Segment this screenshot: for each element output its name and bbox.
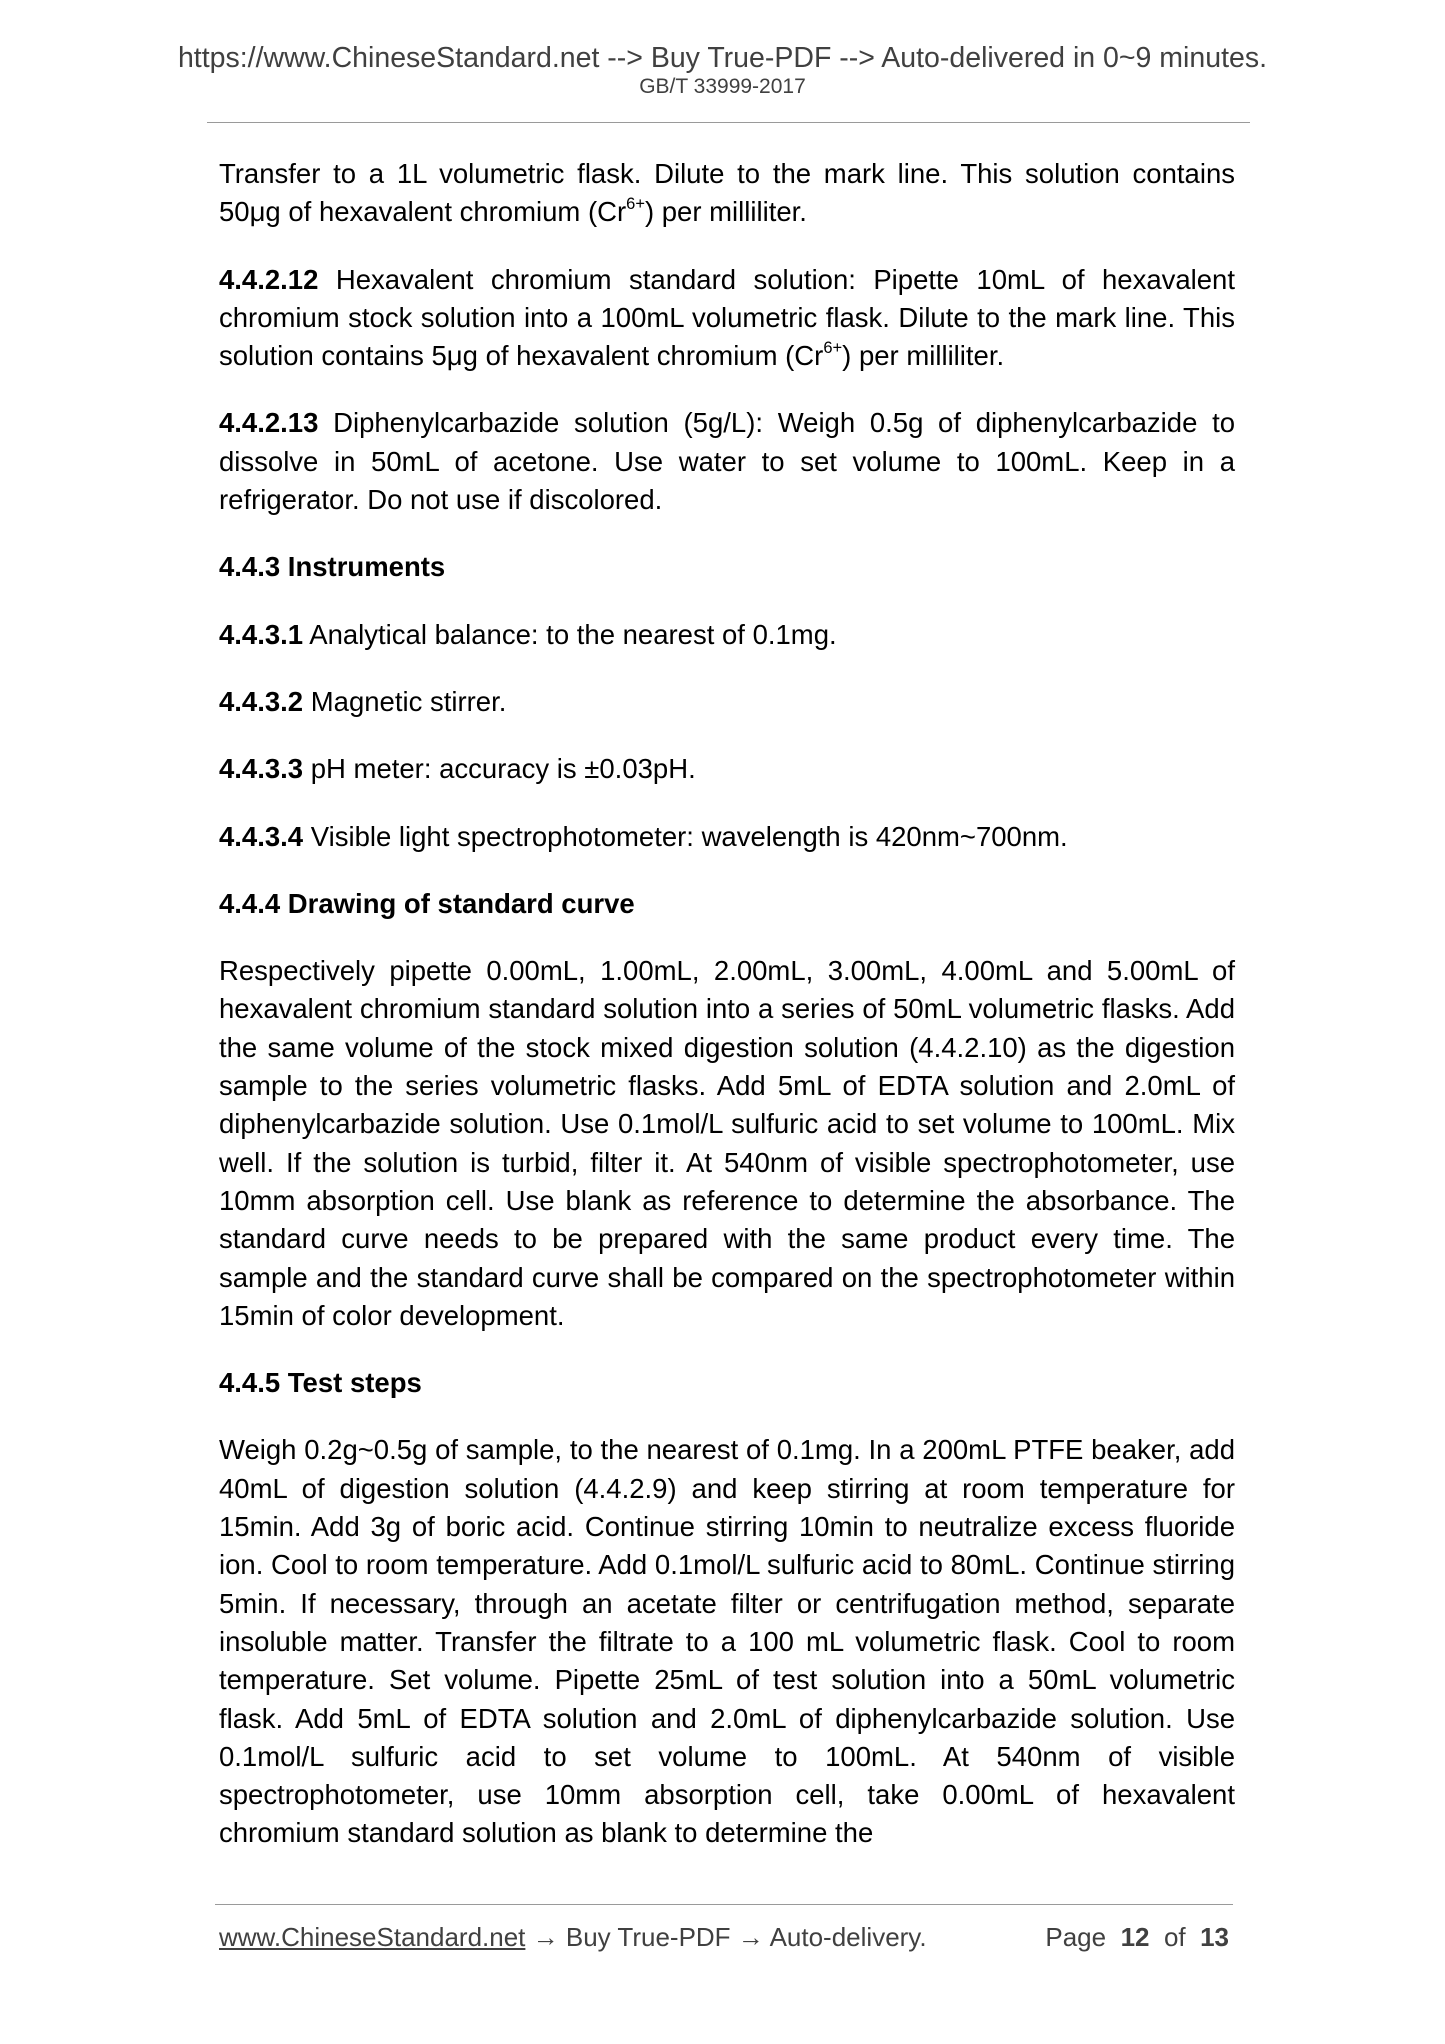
clause-4-4-3-4 bbox=[219, 818, 1235, 856]
footer-tagline: → Buy True-PDF → Auto-delivery. bbox=[525, 1922, 927, 1952]
page-indicator bbox=[1045, 1921, 1229, 1955]
clause-number: 4.4.2.13 bbox=[219, 407, 319, 439]
paragraph-stock-solution-end bbox=[219, 155, 1235, 232]
clause-number: 4.4.2.12 bbox=[219, 263, 319, 295]
paragraph-text: Transfer to a 1L volumetric flask. Dilute to the mark line. This solution contains 50μg of hexavalent chromium (Cr bbox=[219, 158, 1235, 228]
page-label: Page bbox=[1045, 1922, 1107, 1952]
paragraph-standard-curve: Respectively pipette 0.00mL, 1.00mL, 2.00mL, 3.00mL, 4.00mL and 5.00mL of hexavalent chromium standard solution into a series of 50mL volumetric flasks. Add the same volume of the stock mixed digestion solution (4.4.2.10) as the digestion sample to the series volumetric flasks. Add 5mL of EDTA solution and 2.0mL of diphenylcarbazide solution. Use 0.1mol/L sulfuric acid to set volume to 100mL. Mix well. If the solution is turbid, filter it. At 540nm of visible spectrophotometer, use 10mm absorption cell. Use blank as reference to determine the absorbance. The standard curve needs to be prepared with the same product every time. The sample and the standard curve shall be compared on the spectrophotometer within 15min of color development. bbox=[219, 955, 1235, 1331]
header-divider bbox=[207, 122, 1250, 123]
clause-number: 4.4.3.1 bbox=[219, 618, 304, 650]
clause-text: ) per milliliter. bbox=[842, 340, 1005, 372]
clause-text: Visible light spectrophotometer: wavelength is 420nm~700nm. bbox=[303, 820, 1068, 852]
clause-number: 4.4.3.3 bbox=[219, 753, 304, 785]
footer-site-link[interactable]: www.ChineseStandard.net bbox=[219, 1922, 526, 1952]
superscript-charge: 6+ bbox=[626, 194, 645, 213]
section-heading-standard-curve: 4.4.4 Drawing of standard curve bbox=[219, 887, 635, 919]
clause-4-4-3-3 bbox=[219, 750, 1235, 788]
clause-4-4-3-2 bbox=[219, 683, 1235, 721]
superscript-charge: 6+ bbox=[823, 338, 843, 357]
clause-number: 4.4.3.4 bbox=[219, 820, 304, 852]
page-current: 12 bbox=[1120, 1922, 1150, 1952]
clause-text: Hexavalent chromium standard solution: Pipette 10mL of hexavalent chromium stock solution into a 100mL volumetric flask. Dilute to the mark line. This solution contains 5μg of hexavalent chromium (Cr bbox=[219, 263, 1235, 372]
footer bbox=[219, 1921, 1229, 1955]
footer-divider bbox=[215, 1904, 1233, 1905]
header-standard-number: GB/T 33999-2017 bbox=[639, 75, 806, 98]
clause-text: Magnetic stirrer. bbox=[303, 685, 507, 717]
page-total: 13 bbox=[1200, 1922, 1229, 1952]
clause-number: 4.4.3.2 bbox=[219, 685, 304, 717]
clause-4-4-3-1 bbox=[219, 616, 1235, 654]
section-heading-instruments: 4.4.3 Instruments bbox=[219, 551, 446, 583]
paragraph-test-steps: Weigh 0.2g~0.5g of sample, to the nearest of 0.1mg. In a 200mL PTFE beaker, add 40mL of digestion solution (4.4.2.9) and keep stirring at room temperature for 15min. Add 3g of boric acid. Continue stirring 10min to neutralize excess fluoride ion. Cool to room temperature. Add 0.1mol/L sulfuric acid to 80mL. Continue stirring 5min. If necessary, through an acetate filter or centrifugation method, separate insoluble matter. Transfer the filtrate to a 100 mL volumetric flask. Cool to room temperature. Set volume. Pipette 25mL of test solution into a 50mL volumetric flask. Add 5mL of EDTA solution and 2.0mL of diphenylcarbazide solution. Use 0.1mol/L sulfuric acid to set volume to 100mL. At 540nm of visible spectrophotometer, use 10mm absorption cell, take 0.00mL of hexavalent chromium standard solution as blank to determine the bbox=[219, 1434, 1235, 1849]
document-body bbox=[219, 155, 1235, 1882]
page-of-label: of bbox=[1163, 1922, 1186, 1952]
header-url-line: https://www.ChineseStandard.net --> Buy True-PDF --> Auto-delivered in 0~9 minutes. bbox=[177, 42, 1268, 74]
clause-4-4-2-12 bbox=[219, 261, 1235, 376]
clause-text: pH meter: accuracy is ±0.03pH. bbox=[303, 753, 696, 785]
clause-text: Analytical balance: to the nearest of 0.1mg. bbox=[303, 618, 837, 650]
clause-text: Diphenylcarbazide solution (5g/L): Weigh 0.5g of diphenylcarbazide to dissolve in 50mL of acetone. Use water to set volume to 100mL. Keep in a refrigerator. Do not use if discolored. bbox=[219, 407, 1235, 516]
clause-4-4-2-13 bbox=[219, 404, 1235, 519]
paragraph-text: ) per milliliter. bbox=[644, 196, 807, 228]
section-heading-test-steps: 4.4.5 Test steps bbox=[219, 1367, 422, 1399]
